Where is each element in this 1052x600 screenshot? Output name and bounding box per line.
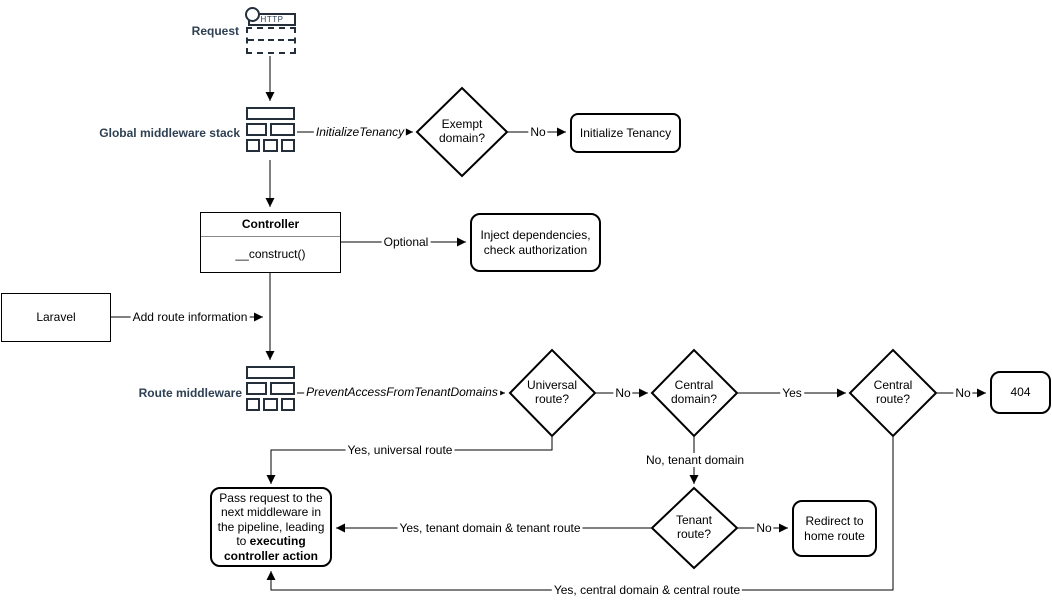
controller-node[interactable] [200,212,341,273]
pass-request-node[interactable] [210,487,332,567]
pass-request-text: Pass request to the next middleware in the pipeline, leading to executing controller action [217,491,325,563]
middleware-cell [263,139,277,152]
middleware-row-3 [246,139,295,152]
global-middleware-stack-label: Global middleware stack [99,126,240,140]
request-label: Request [191,24,239,38]
middleware-row-2 [246,123,295,136]
redirect-home-node[interactable] [792,500,877,557]
edge-label-no-central-route: No [955,386,971,400]
middleware-cell [270,123,295,136]
edge-label-prevent-access: PreventAccessFromTenantDomains [306,385,498,399]
edge-label-optional: Optional [383,235,429,249]
exempt-domain-text: Exempt domain? [438,117,486,145]
edge-label-yes-central-route: Yes, central domain & central route [553,583,741,597]
controller-method: __construct() [235,247,306,262]
inject-dependencies-text: Inject dependencies, check authorization [480,228,591,257]
middleware-row-1 [246,366,295,379]
tenant-route-text: Tenant route? [675,513,713,541]
middleware-cell [246,123,267,136]
http-label: HTTP [260,15,284,24]
inject-dependencies-node[interactable] [470,213,601,272]
edge-label-yes-tenant-route: Yes, tenant domain & tenant route [399,521,581,535]
http-request-body [246,27,296,54]
edge-label-initialize-tenancy: InitializeTenancy [315,125,405,139]
initialize-tenancy-node[interactable] [570,113,681,153]
404-text: 404 [1010,385,1031,400]
edge-label-add-route-information: Add route information [132,310,248,324]
laravel-text: Laravel [36,310,76,325]
edge-label-yes-universal-route: Yes, universal route [347,443,453,457]
global-middleware-stack-icon[interactable] [246,107,295,152]
edge-label-yes-central-domain: Yes [782,386,802,400]
middleware-cell [246,139,260,152]
http-request-icon[interactable] [243,6,299,58]
redirect-home-text: Redirect to home route [804,514,865,543]
route-middleware-stack-icon[interactable] [246,366,295,411]
pass-request-bold-text: executing controller action [223,534,318,563]
middleware-cell [246,382,267,395]
central-route-text: Central route? [873,378,913,406]
middleware-cell [281,398,295,411]
middleware-cell [270,382,295,395]
edge-label-no-tenant-domain: No, tenant domain [645,453,745,467]
http-request-circle [245,7,260,22]
middleware-cell [281,139,295,152]
laravel-node[interactable] [1,293,111,342]
universal-route-text: Universal route? [526,378,577,406]
central-domain-text: Central domain? [670,378,718,406]
edge-label-no-universal: No [615,386,631,400]
middleware-cell [246,398,260,411]
middleware-cell [246,366,295,379]
middleware-row-2 [246,382,295,395]
controller-title: Controller [241,217,300,232]
middleware-row-1 [246,107,295,120]
404-node[interactable] [990,371,1051,414]
middleware-cell [246,107,295,120]
http-request-body-divider [248,39,294,41]
middleware-cell [263,398,277,411]
edge-label-no-exempt: No [530,125,546,139]
initialize-tenancy-text: Initialize Tenancy [579,125,672,140]
route-middleware-label: Route middleware [138,386,242,400]
middleware-row-3 [246,398,295,411]
edge-label-no-tenant-route: No [756,521,772,535]
